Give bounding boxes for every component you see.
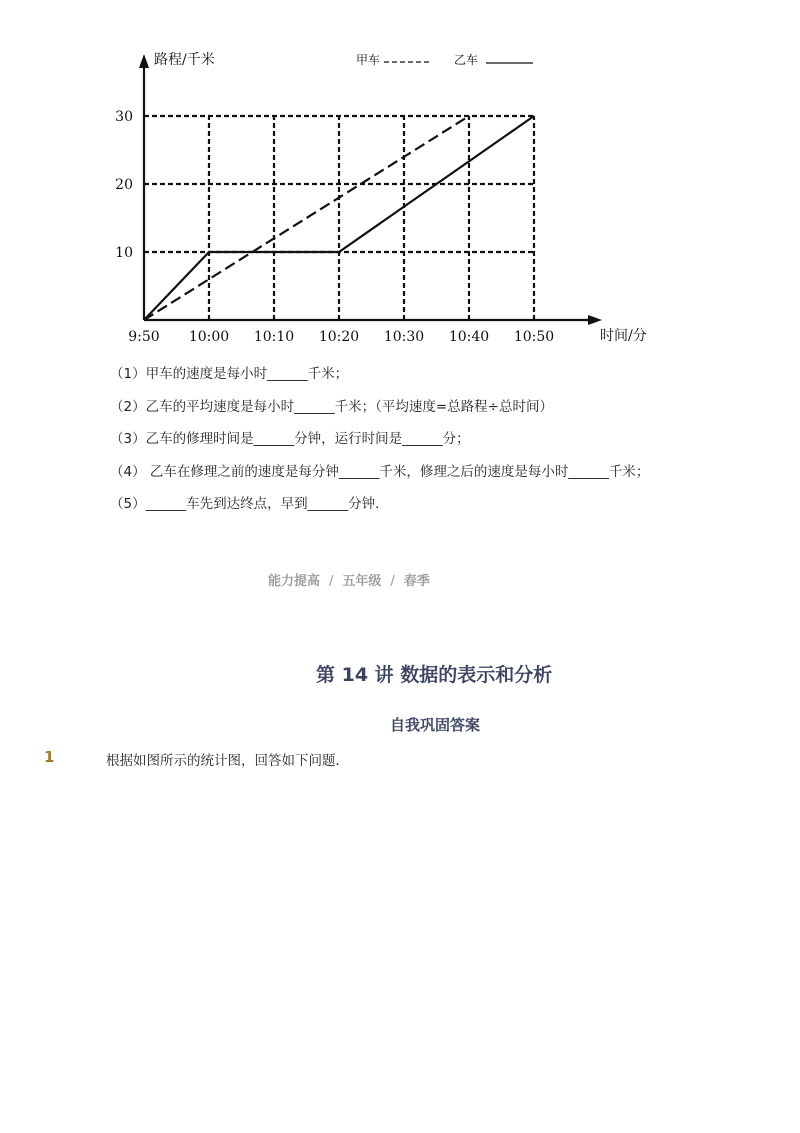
chart-legend	[356, 53, 533, 67]
x-tick-label: 10:00	[188, 329, 230, 345]
y-tick-label: 20	[115, 177, 133, 193]
series-line-yi	[144, 116, 534, 320]
question-2: （2）乙车的平均速度是每小时______千米；（平均速度=总路程÷总时间）	[110, 399, 553, 415]
x-tick-label: 10:40	[448, 329, 490, 345]
chart-tick-labels	[115, 109, 554, 345]
footer-breadcrumb	[268, 570, 430, 589]
chart-series	[144, 116, 534, 320]
x-axis-label: 时间/分	[600, 328, 647, 344]
item-number: 1	[44, 748, 55, 766]
footer-term: 春季	[403, 574, 430, 589]
x-tick-label: 10:20	[318, 329, 360, 345]
footer-separator: /	[329, 574, 334, 589]
y-axis-arrow	[139, 54, 149, 68]
x-tick-label: 10:30	[383, 329, 425, 345]
legend-label-yi: 乙车	[454, 53, 479, 67]
x-axis-arrow	[588, 315, 602, 325]
y-tick-label: 10	[115, 245, 133, 261]
question-1: （1）甲车的速度是每小时______千米；	[110, 366, 349, 382]
x-tick-label: 10:50	[513, 329, 555, 345]
y-tick-label: 30	[115, 109, 133, 125]
question-5: （5）______车先到达终点，早到______分钟．	[110, 496, 389, 512]
footer-subject: 能力提高	[268, 574, 321, 589]
footer-separator: /	[390, 574, 395, 589]
x-tick-label: 9:50	[128, 329, 160, 345]
item-text: 根据如图所示的统计图，回答如下问题．	[106, 753, 349, 769]
lecture-title: 第 14 讲 数据的表示和分析	[316, 664, 553, 686]
question-3: （3）乙车的修理时间是______分钟，运行时间是______分；	[110, 431, 470, 447]
x-tick-label: 10:10	[253, 329, 295, 345]
series-line-jia	[144, 116, 469, 320]
chart-grid	[144, 116, 534, 320]
footer-grade: 五年级	[342, 574, 382, 589]
question-4: （4） 乙车在修理之前的速度是每分钟______千米，修理之后的速度是每小时______千米；	[110, 464, 650, 480]
y-axis-label: 路程/千米	[154, 52, 215, 68]
legend-label-jia: 甲车	[356, 53, 381, 67]
distance-time-chart	[0, 0, 800, 360]
section-title: 自我巩固答案	[390, 716, 481, 734]
